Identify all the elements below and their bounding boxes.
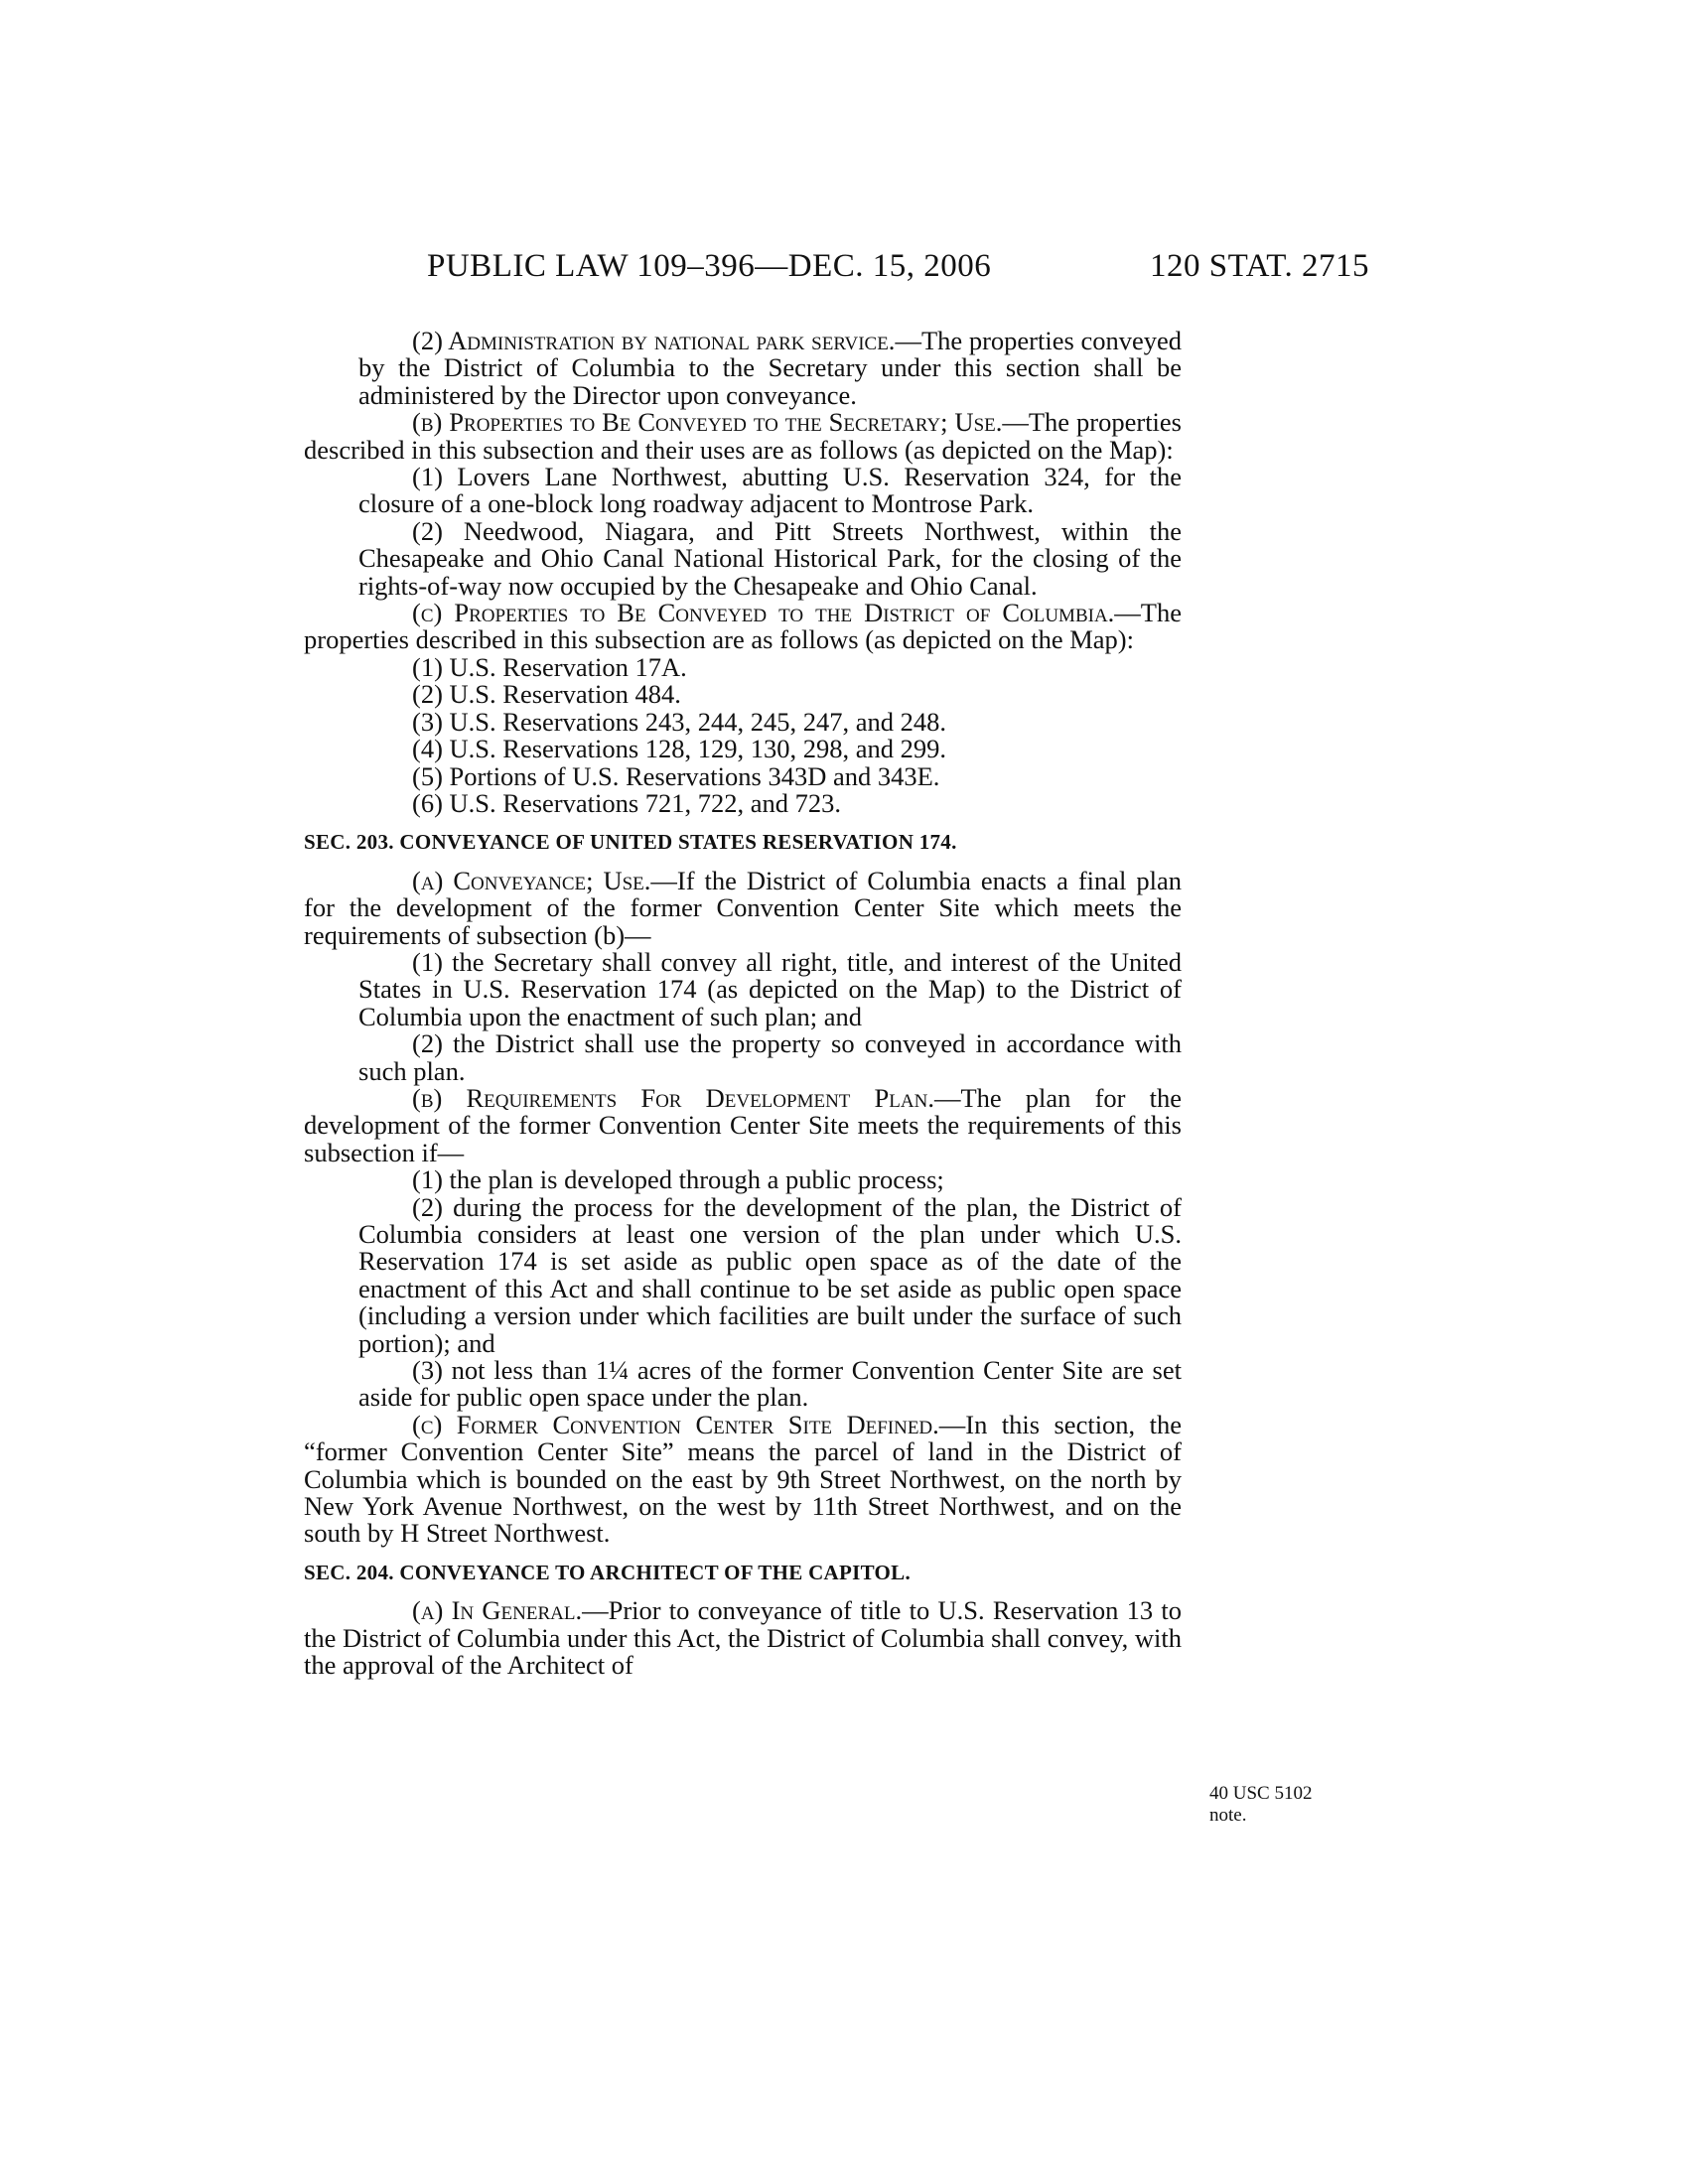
paragraph-203b xyxy=(304,1082,1182,1167)
list-item: (1) Lovers Lane Northwest, abutting U.S. Reservation 324, for the closure of a one-block long roadway adjacent to Montrose Park. xyxy=(358,462,1182,519)
list-item: (2) during the process for the development of the plan, the District of Columbia considers at least one version of the plan under which U.S. Reservation 174 is set aside as public open space as of the date of the enactment of this Act and shall continue to be set aside as public open space (including a version under which facilities are built under the surface of such portion); and xyxy=(358,1191,1182,1358)
list-item: (1) U.S. Reservation 17A. xyxy=(412,651,687,682)
margin-citation xyxy=(1209,1783,1358,1827)
paragraph-c xyxy=(304,600,1182,654)
page-body xyxy=(304,328,1182,1680)
text: —The plan for the development of the former Convention Center Site meets the requirements of this subsection if— xyxy=(304,1082,1182,1167)
paragraph-204a xyxy=(304,1597,1182,1679)
list-item: (5) Portions of U.S. Reservations 343D and 343E. xyxy=(412,760,940,791)
list-item: (3) not less than 1¼ acres of the former Convention Center Site are set aside for public open space under the plan. xyxy=(358,1355,1182,1413)
text: —The properties described in this subsection and their uses are as follows (as depicted on the Map): xyxy=(304,407,1182,465)
running-title: PUBLIC LAW 109–396—DEC. 15, 2006 xyxy=(427,248,992,284)
section-heading-204: SEC. 204. CONVEYANCE TO ARCHITECT OF THE CAPITOL. xyxy=(304,1560,912,1584)
paragraph-a2 xyxy=(304,328,1182,409)
list-item: (3) U.S. Reservations 243, 244, 245, 247, and 248. xyxy=(412,706,947,737)
list-item: (2) the District shall use the property so conveyed in accordance with such plan. xyxy=(358,1028,1182,1086)
paragraph-203c xyxy=(304,1409,1182,1549)
list-item: (2) Needwood, Niagara, and Pitt Streets Northwest, within the Chesapeake and Ohio Canal National Historical Park, for the closing of the rights-of-way now occupied by the Chesapeake and Ohio Canal. xyxy=(358,515,1182,601)
text: —Prior to conveyance of title to U.S. Reservation 13 to the District of Columbia under this Act, the District of Columbia shall convey, with the approval of the Architect of xyxy=(304,1595,1182,1681)
heading: (a) Conveyance; Use. xyxy=(412,865,651,895)
paragraph-b xyxy=(304,409,1182,464)
text: —In this section, the “former Convention Center Site” means the parcel of land in the District of Columbia which is bounded on the east by 9th Street Northwest, on the north by New York Avenue Northwest, on the west by 11th Street Northwest, and on the south by H Street Northwest. xyxy=(304,1409,1182,1549)
list-item: (1) the plan is developed through a public process; xyxy=(412,1164,944,1195)
heading: (c) Former Convention Center Site Defined. xyxy=(412,1409,939,1439)
list-item: (2) U.S. Reservation 484. xyxy=(412,679,681,710)
list-item: (6) U.S. Reservations 721, 722, and 723. xyxy=(412,787,842,818)
list-item: (1) the Secretary shall convey all right, title, and interest of the United States in U.S. Reservation 174 (as depicted on the Map) to the District of Columbia upon the enactment of such plan; and xyxy=(358,946,1182,1031)
heading: (c) Properties to Be Conveyed to the District of Columbia. xyxy=(412,598,1115,628)
heading: (b) Properties to Be Conveyed to the Secretary; Use. xyxy=(412,407,1003,438)
text: —If the District of Columbia enacts a final plan for the development of the former Convention Center Site which meets the requirements of subsection (b)— xyxy=(304,865,1182,950)
section-heading-203: SEC. 203. CONVEYANCE OF UNITED STATES RESERVATION 174. xyxy=(304,830,957,855)
text: —The properties conveyed by the District of Columbia to the Secretary under this section shall be administered by the Director upon conveyance. xyxy=(358,326,1182,410)
heading: (a) In General. xyxy=(412,1595,583,1626)
paragraph-203a xyxy=(304,865,1182,950)
citation-line: 40 USC 5102 xyxy=(1209,1783,1313,1804)
list-item: (4) U.S. Reservations 128, 129, 130, 298, and 299. xyxy=(412,734,947,764)
heading: (2) Administration by national park service. xyxy=(412,326,896,355)
citation-line: note. xyxy=(1209,1805,1247,1826)
heading: (b) Requirements For Development Plan. xyxy=(412,1082,934,1113)
text: —The properties described in this subsection are as follows (as depicted on the Map): xyxy=(304,598,1182,655)
page-number: 120 STAT. 2715 xyxy=(1150,248,1370,284)
